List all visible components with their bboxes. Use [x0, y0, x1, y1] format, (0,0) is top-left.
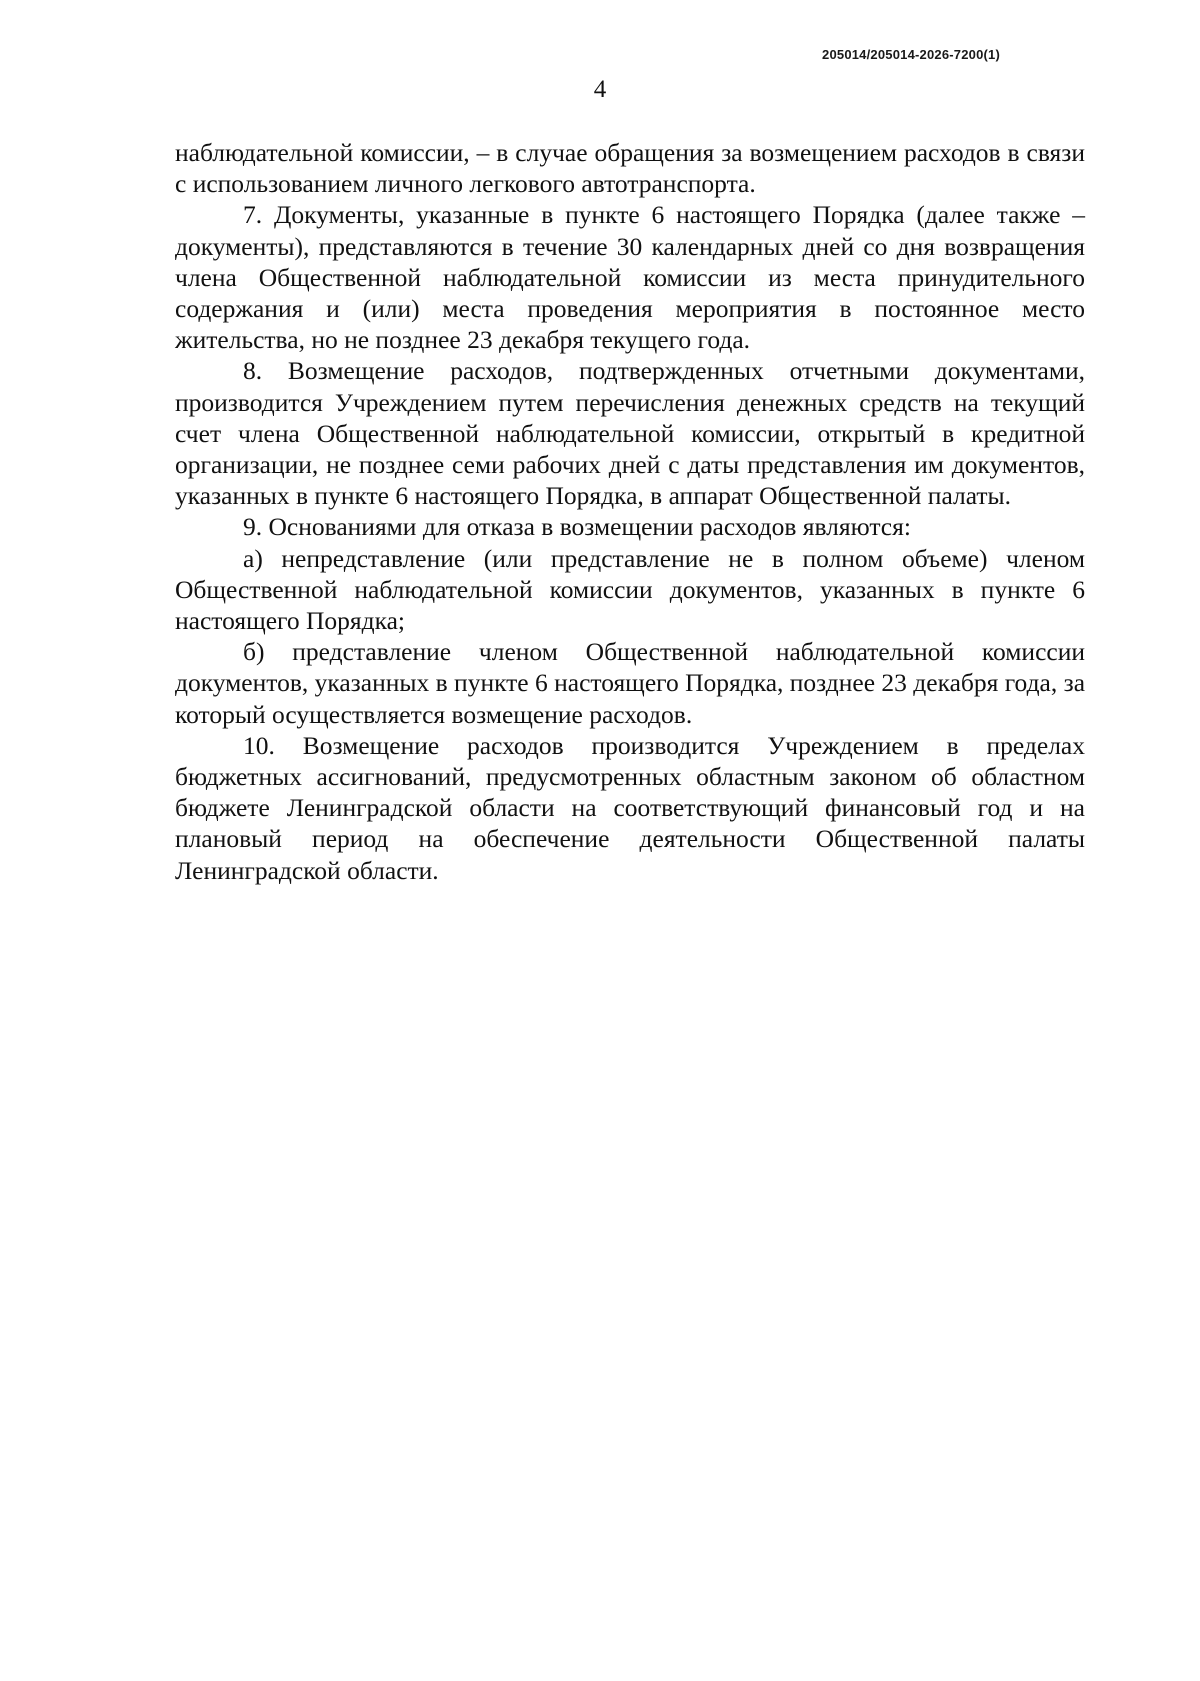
paragraph-item-9: 9. Основаниями для отказа в возмещении расходов являются:	[243, 512, 911, 542]
paragraph-item-10: 10. Возмещение расходов производится Учреждением в пределах бюджетных ассигнований, предусмотренных областным законом об областном бюджете Ленинградской области на соответствующий финансовый год и на плановый период на обеспечение деятельности Общественной палаты Ленинградской области.	[175, 730, 1085, 885]
paragraph-subitem-a: а) непредставление (или представление не в полном объеме) членом Общественной наблюдательной комиссии документов, указанных в пункте 6 настоящего Порядка;	[175, 543, 1085, 636]
paragraph-item-8: 8. Возмещение расходов, подтвержденных отчетными документами, производится Учреждением путем перечисления денежных средств на текущий счет члена Общественной наблюдательной комиссии, открытый в кредитной организации, не позднее семи рабочих дней с даты представления им документов, указанных в пункте 6 настоящего Порядка, в аппарат Общественной палаты.	[175, 356, 1085, 511]
document-body	[175, 137, 1085, 886]
paragraph-continuation: наблюдательной комиссии, – в случае обращения за возмещением расходов в связи с использованием личного легкового автотранспорта.	[175, 138, 1085, 199]
document-registration-number: 205014/205014-2026-7200(1)	[822, 47, 1000, 62]
paragraph-item-7: 7. Документы, указанные в пункте 6 настоящего Порядка (далее также – документы), представляются в течение 30 календарных дней со дня возвращения члена Общественной наблюдательной комиссии из места принудительного содержания и (или) места проведения мероприятия в постоянное место жительства, но не позднее 23 декабря текущего года.	[175, 200, 1085, 355]
page-number: 4	[593, 76, 607, 103]
paragraph-subitem-b: б) представление членом Общественной наблюдательной комиссии документов, указанных в пункте 6 настоящего Порядка, позднее 23 декабря года, за который осуществляется возмещение расходов.	[175, 637, 1086, 729]
